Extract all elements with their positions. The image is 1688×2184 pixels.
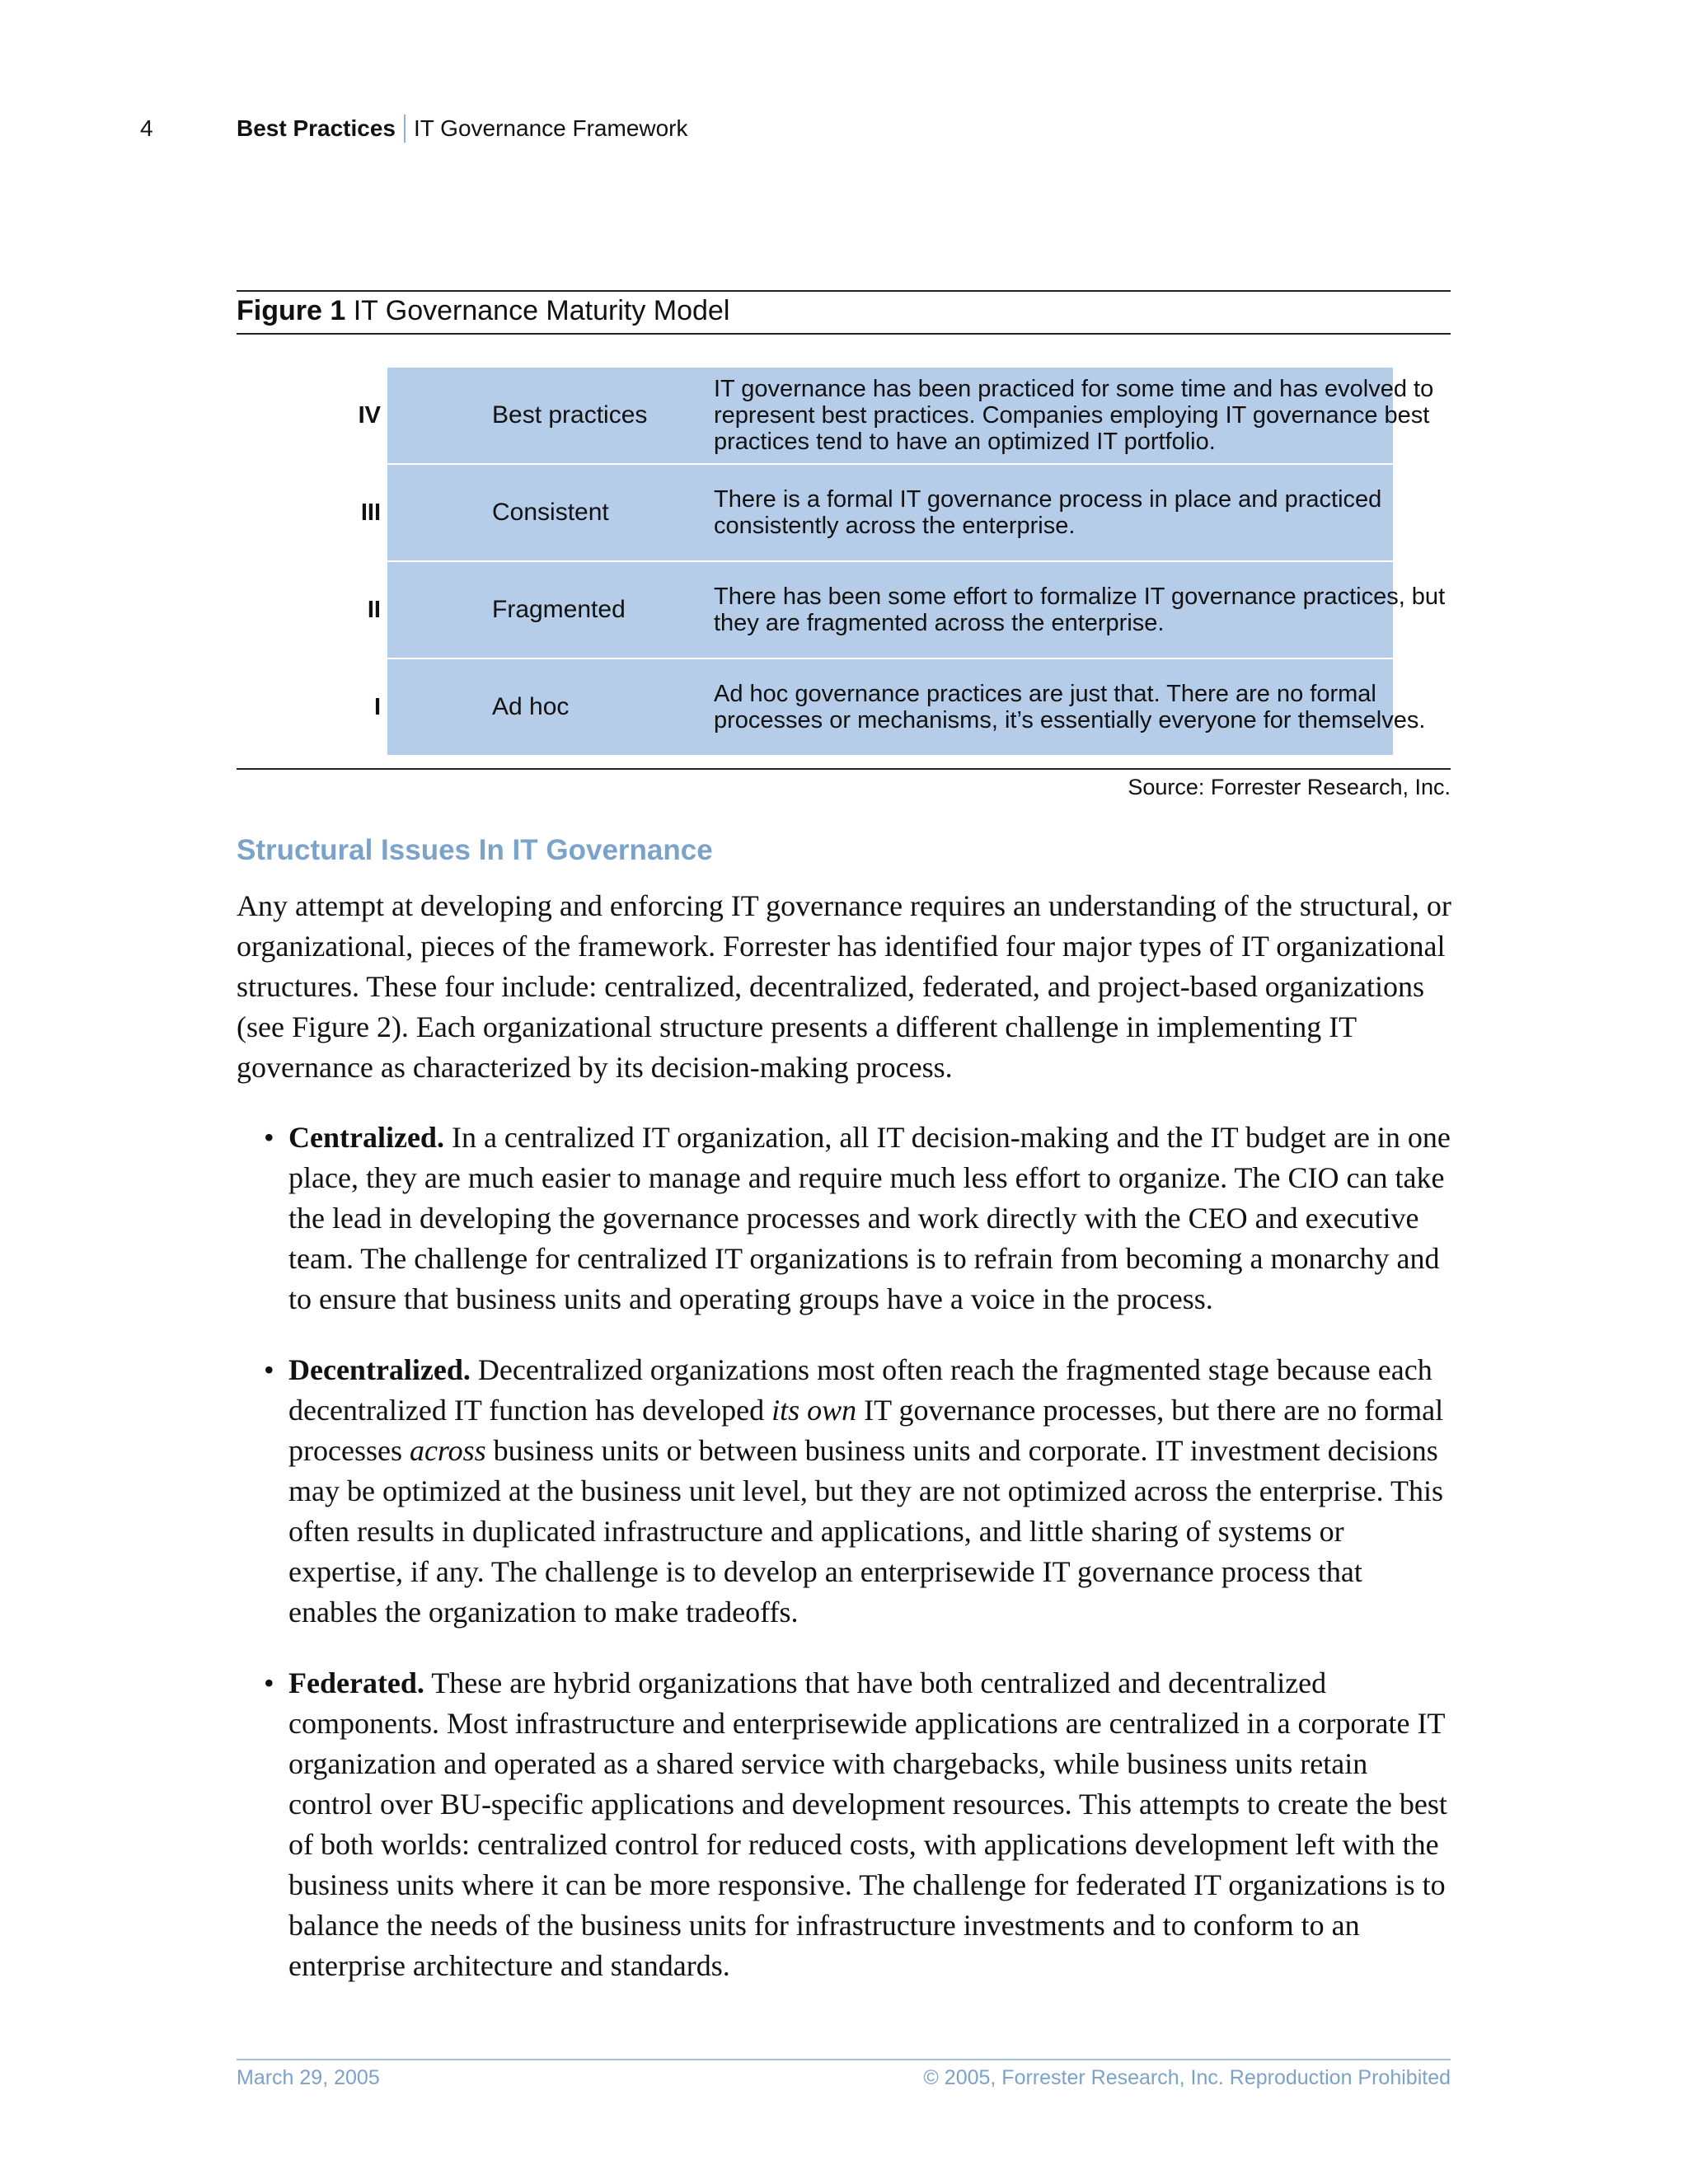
maturity-cell (387, 659, 1426, 755)
figure-caption-rule (237, 333, 1451, 335)
structure-bullet-list (264, 1118, 1455, 2017)
bullet-emphasis-across: across (409, 1434, 486, 1467)
maturity-level-numeral: III (360, 499, 381, 526)
maturity-row-ii (313, 562, 1446, 659)
figure-label: Figure 1 (237, 295, 346, 326)
bullet-federated (264, 1663, 1455, 1986)
title-divider (404, 115, 406, 143)
bullet-text-c: business units or between business units and corporate. IT investment decisions may be optimized at the business unit level, but they are not optimized across the enterprise. This often results in duplicated infrastructure and applications, and little sharing of systems or expertise, if any. The challenge is to develop an enterprisewide IT governance process that enables the organization to make tradeoffs. (288, 1434, 1443, 1629)
maturity-row-i (313, 659, 1426, 757)
bullet-decentralized (264, 1350, 1455, 1633)
maturity-level-description: There is a formal IT governance process in place and practiced consistently across the enterprise. (714, 486, 1382, 539)
page-header (0, 115, 1688, 148)
bullet-term: Decentralized. (288, 1353, 471, 1386)
figure-top-rule (237, 290, 1451, 292)
bullet-dot: • (264, 1121, 274, 1154)
footer-copyright: © 2005, Forrester Research, Inc. Reproduction Prohibited (923, 2066, 1451, 2089)
maturity-row-iv (313, 368, 1434, 465)
maturity-model-table (313, 368, 1446, 757)
bullet-term: Centralized. (288, 1121, 444, 1154)
maturity-cell (387, 368, 1434, 463)
section-heading: Structural Issues In IT Governance (237, 834, 713, 866)
bullet-text: In a centralized IT organization, all IT decision-making and the IT budget are in one place, they are much easier to manage and require much less effort to organize. The CIO can take the lead in developing the governance processes and work directly with the CEO and executive team. The challenge for centralized IT organizations is to refrain from becoming a monarchy and to ensure that business units and operating groups have a voice in the process. (288, 1121, 1451, 1315)
bullet-dot: • (264, 1353, 274, 1386)
maturity-level-description: There has been some effort to formalize IT governance practices, but they are fragmented across the enterprise. (714, 583, 1446, 636)
intro-paragraph: Any attempt at developing and enforcing IT governance requires an understanding of the structural, or organizational, pieces of the framework. Forrester has identified four major types of IT organizational structures. These four include: centralized, decentralized, federated, and project-based organizations (see Figure 2). Each organizational structure presents a different challenge in implementing IT governance as characterized by its decision-making process. (237, 889, 1451, 1084)
figure-title: IT Governance Maturity Model (353, 295, 730, 326)
footer-rule (237, 2059, 1451, 2060)
figure-bottom-rule (237, 768, 1451, 770)
maturity-cell (387, 465, 1393, 560)
bullet-dot: • (264, 1666, 274, 1699)
bullet-centralized (264, 1118, 1455, 1319)
maturity-level-description: IT governance has been practiced for some time and has evolved to represent best practices. Companies employing IT governance best practices tend to have an optimized IT portfolio. (714, 376, 1434, 455)
bullet-text-a: Decentralized organizations most often reach the fragmented stage because each decentralized IT function has developed (288, 1353, 1432, 1427)
bullet-text-b: IT governance processes, but there are no formal processes (288, 1394, 1444, 1467)
maturity-level-name: Fragmented (492, 596, 626, 623)
footer-date: March 29, 2005 (237, 2066, 380, 2089)
figure-source: Source: Forrester Research, Inc. (1128, 775, 1451, 799)
running-title (237, 115, 688, 144)
maturity-level-name: Consistent (492, 499, 609, 526)
running-title-rest: IT Governance Framework (414, 115, 688, 141)
maturity-row-iii (313, 465, 1393, 562)
maturity-level-numeral: IV (358, 401, 381, 429)
bullet-text: These are hybrid organizations that have both centralized and decentralized components. Most infrastructure and enterprisewide applications are centralized in a corporate IT organization and operated as a shared service with chargebacks, while business units retain control over BU-specific applications and development resources. This attempts to create the best of both worlds: centralized control for reduced costs, with applications development left with the business units where it can be more responsive. The challenge for federated IT organizations is to balance the needs of the business units for infrastructure investments and to conform to an enterprise architecture and standards. (288, 1666, 1447, 1982)
running-title-bold: Best Practices (237, 115, 396, 141)
maturity-level-numeral: I (373, 693, 381, 720)
maturity-level-name: Ad hoc (492, 693, 570, 720)
maturity-cell (387, 562, 1446, 658)
bullet-emphasis-its-own: its own (771, 1394, 857, 1427)
bullet-term: Federated. (288, 1666, 424, 1699)
maturity-level-numeral: II (367, 596, 381, 623)
maturity-level-description: Ad hoc governance practices are just that. There are no formal processes or mechanisms, it’s essentially everyone for themselves. (714, 681, 1426, 733)
page-number: 4 (140, 115, 153, 141)
figure-caption (237, 295, 729, 327)
maturity-level-name: Best practices (492, 401, 648, 429)
